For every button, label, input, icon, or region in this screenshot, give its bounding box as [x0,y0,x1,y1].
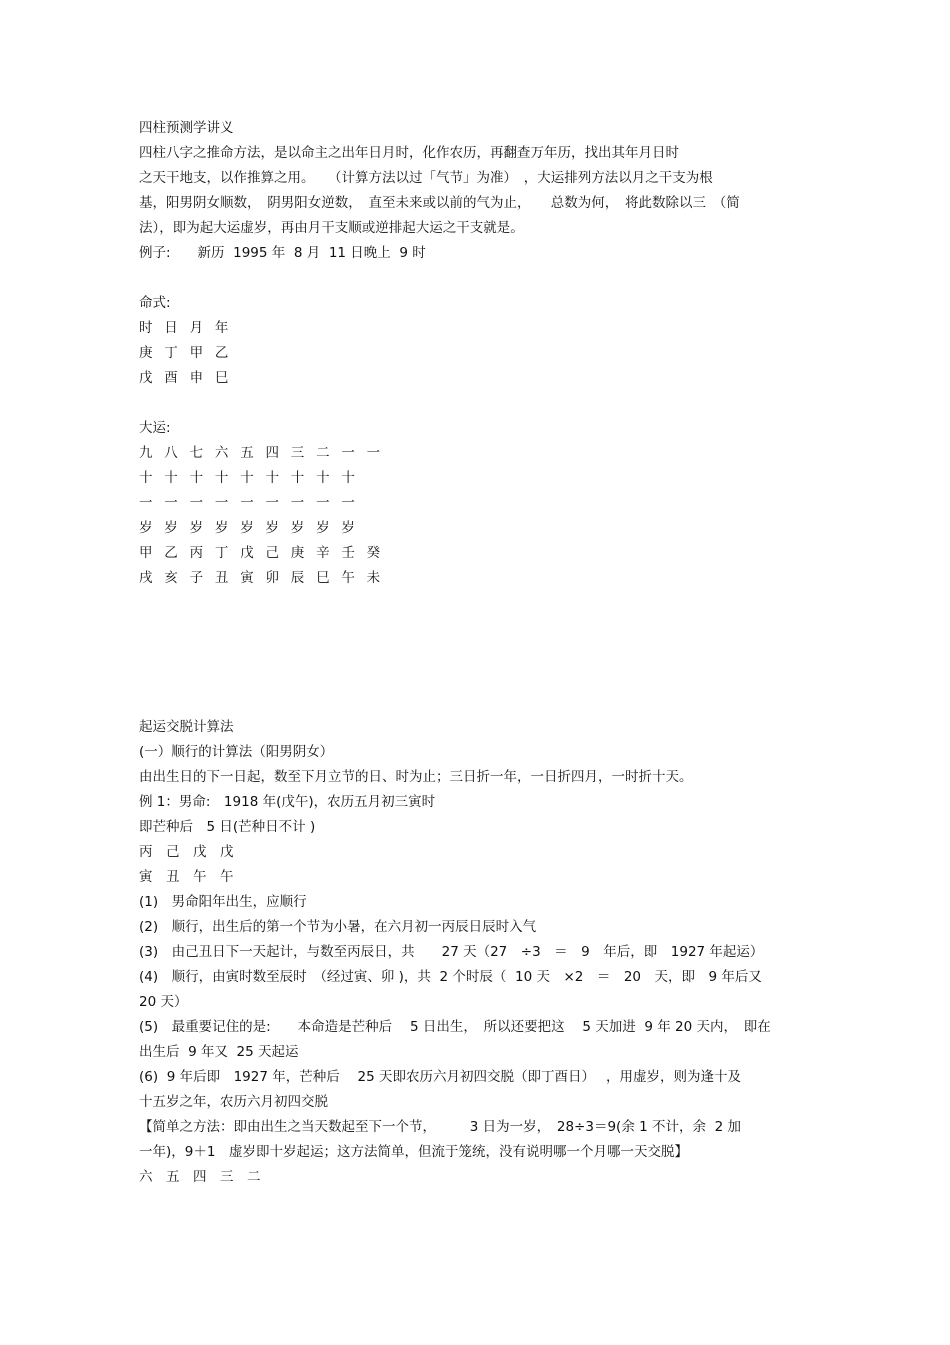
mingshi-row: 戊 酉 申 巳 [139,370,229,386]
qiyun-title: 起运交脱计算法 [139,719,234,735]
dayun-cell: 一 [214,495,229,511]
dayun-cell: 十 [290,470,305,486]
dayun-cell: 一 [164,495,178,511]
dayun-row [139,541,829,566]
dayun-cell: 岁 [316,520,330,536]
dayun-cell: 十 [265,470,279,486]
dayun-cell: 甲 [139,545,153,561]
dayun-cell: 九 [139,445,153,461]
dayun-cell: 一 [341,495,355,511]
dayun-cell: 十 [316,470,330,486]
step-line: (6) 9 年后即 1927 年，芒种后 25 天即农历六月初四交脱（即丁酉日） ，用虚岁，则为逢十及 [139,1069,742,1085]
dayun-row [139,491,829,516]
note-line: 一年)，9＋1 虚岁即十岁起运；这方法简单，但流于笼统，没有说明哪一个月哪一天交脱】 [139,1144,688,1160]
step-line: 20 天） [139,994,188,1010]
dayun-cell: 一 [139,495,153,511]
dayun-cell: 二 [316,445,330,461]
step-line: (3) 由己丑日下一天起计，与数至丙辰日，共 27 天（27 ÷3 ＝ 9 年后，即 1927 年起运） [139,944,764,960]
last-row: 六 五 四 三 二 [139,1169,261,1185]
dayun-cell: 一 [316,495,330,511]
dayun-cell: 一 [189,495,204,511]
dayun-cell: 十 [164,470,178,486]
dayun-cell: 三 [290,445,305,461]
dayun-cell: 六 [214,445,229,461]
lecture-title: 四柱预测学讲义 [139,120,234,136]
dayun-cell: 戊 [240,545,254,561]
dayun-cell: 庚 [290,545,305,561]
mingshi-row: 时 日 月 年 [139,320,229,336]
intro-line: 四柱八字之推命方法，是以命主之出年日月时，化作农历，再翻查万年历，找出其年月日时 [139,145,679,161]
dayun-cell: 乙 [164,545,178,561]
dayun-cell: 一 [265,495,279,511]
dayun-cell: 午 [341,570,355,586]
dayun-cell: 巳 [316,570,330,586]
dayun-cell: 丑 [214,570,229,586]
dayun-cell: 一 [341,445,355,461]
stems-row: 丙 己 戊 戊 [139,844,234,860]
mingshi-row: 庚 丁 甲 乙 [139,345,229,361]
dayun-cell: 十 [214,470,229,486]
dayun-cell: 十 [139,470,153,486]
dayun-cell: 岁 [341,520,355,536]
dayun-cell: 五 [240,445,254,461]
dayun-cell: 岁 [189,520,204,536]
qiyun-subtitle: (一）顺行的计算法（阳男阴女） [139,744,334,760]
dayun-cell: 十 [341,470,355,486]
step-line: (4) 顺行，由寅时数至辰时 （经过寅、卯 )，共 2 个时辰（ 10 天 ×2 ＝ 20 天，即 9 年后又 [139,969,762,985]
qiyun-rule: 由出生日的下一日起，数至下月立节的日、时为止；三日折一年，一日折四月，一时折十天。 [139,769,693,785]
dayun-cell: 壬 [341,545,355,561]
dayun-cell: 岁 [290,520,305,536]
dayun-cell: 岁 [240,520,254,536]
dayun-cell: 一 [240,495,254,511]
dayun-cell: 岁 [139,520,153,536]
dayun-cell: 己 [265,545,279,561]
dayun-cell: 十 [189,470,204,486]
dayun-row [139,466,829,491]
dayun-cell: 卯 [265,570,279,586]
step-line: 出生后 9 年又 25 天起运 [139,1044,299,1060]
dayun-cell: 岁 [214,520,229,536]
step-line: (2) 顺行，出生后的第一个节为小暑，在六月初一丙辰日辰时入气 [139,919,537,935]
dayun-grid [139,441,829,591]
dayun-cell: 七 [189,445,204,461]
intro-line: 法），即为起大运虚岁，再由月干支顺或逆排起大运之干支就是。 [139,220,524,236]
dayun-cell: 丁 [214,545,229,561]
branches-row: 寅 丑 午 午 [139,869,234,885]
dayun-cell: 寅 [240,570,254,586]
step-line: (5) 最重要记住的是: 本命造是芒种后 5 日出生， 所以还要把这 5 天加进 9 年 20 天内， 即在 [139,1019,771,1035]
dayun-cell: 丙 [189,545,204,561]
dayun-cell: 辛 [316,545,330,561]
dayun-cell: 未 [366,570,381,586]
dayun-cell: 岁 [265,520,279,536]
dayun-row [139,441,829,466]
dayun-row [139,566,829,591]
dayun-cell: 癸 [366,545,381,561]
dayun-row [139,516,829,541]
intro-line: 基，阳男阴女顺数， 阴男阳女逆数， 直至未来或以前的气为止， 总数为何， 将此数除以三 （简 [139,195,740,211]
dayun-cell: 一 [366,445,381,461]
dayun-cell: 八 [164,445,178,461]
example1b-line: 即芒种后 5 日(芒种日不计 ) [139,819,316,835]
dayun-cell: 亥 [164,570,178,586]
note-line: 【简单之方法：即由出生之当天数起至下一个节， 3 日为一岁， 28÷3＝9(余 1 不计，余 2 加 [139,1119,741,1135]
step-line: 十五岁之年，农历六月初四交脱 [139,1094,328,1110]
intro-line: 之天干地支，以作推算之用。 （计算方法以过「气节」为准） ，大运排列方法以月之干支为根 [139,170,713,186]
mingshi-grid [139,316,829,391]
dayun-label: 大运: [139,420,171,436]
dayun-cell: 四 [265,445,279,461]
document-page [139,116,829,1190]
example-line: 例子: 新历 1995 年 8 月 11 日晚上 9 时 [139,245,426,261]
dayun-cell: 戌 [139,570,153,586]
step-line: (1) 男命阳年出生，应顺行 [139,894,307,910]
dayun-cell: 辰 [290,570,305,586]
dayun-cell: 岁 [164,520,178,536]
dayun-cell: 子 [189,570,204,586]
example1-line: 例 1：男命: 1918 年(戊午)，农历五月初三寅时 [139,794,436,810]
dayun-cell: 十 [240,470,254,486]
mingshi-label: 命式: [139,295,171,311]
dayun-cell: 一 [290,495,305,511]
